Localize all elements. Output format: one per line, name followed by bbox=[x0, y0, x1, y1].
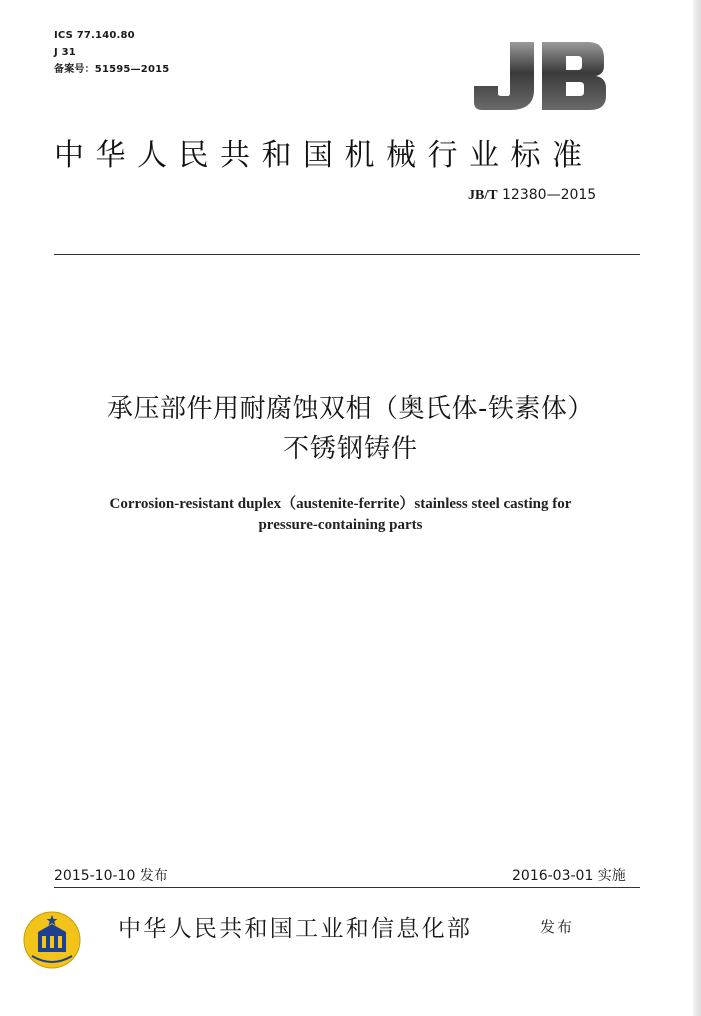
standard-number-value: 12380—2015 bbox=[497, 187, 597, 203]
ics-code: ICS 77.140.80 bbox=[54, 30, 135, 41]
header-divider bbox=[54, 254, 640, 255]
title-en-line-2: pressure-containing parts bbox=[258, 517, 423, 533]
title-zh-line-1: 承压部件用耐腐蚀双相（奥氏体-铁素体） bbox=[107, 394, 594, 424]
standard-number-prefix: JB/T bbox=[468, 188, 498, 203]
footer-divider bbox=[54, 887, 640, 888]
issuing-authority-suffix: 发布 bbox=[540, 918, 575, 936]
jb-logo bbox=[470, 38, 610, 114]
standard-number bbox=[468, 187, 596, 204]
ministry-emblem-icon bbox=[22, 910, 82, 970]
title-en-line-1: Corrosion-resistant duplex（austenite-ferrite）stainless steel casting for bbox=[109, 496, 572, 512]
issue-date: 2015-10-10 发布 bbox=[54, 868, 168, 884]
title-zh-line-2: 不锈钢铸件 bbox=[282, 434, 418, 464]
ccs-code: J 31 bbox=[54, 47, 76, 58]
effective-date: 2016-03-01 实施 bbox=[512, 868, 626, 884]
page-edge-shadow bbox=[693, 0, 701, 1016]
issuing-authority: 中华人民共和国工业和信息化部 bbox=[118, 916, 473, 942]
jb-logo-text bbox=[474, 42, 606, 110]
filing-number: 备案号：51595—2015 bbox=[54, 64, 170, 75]
standard-category-title: 中华人民共和国机械行业标准 bbox=[54, 138, 594, 173]
